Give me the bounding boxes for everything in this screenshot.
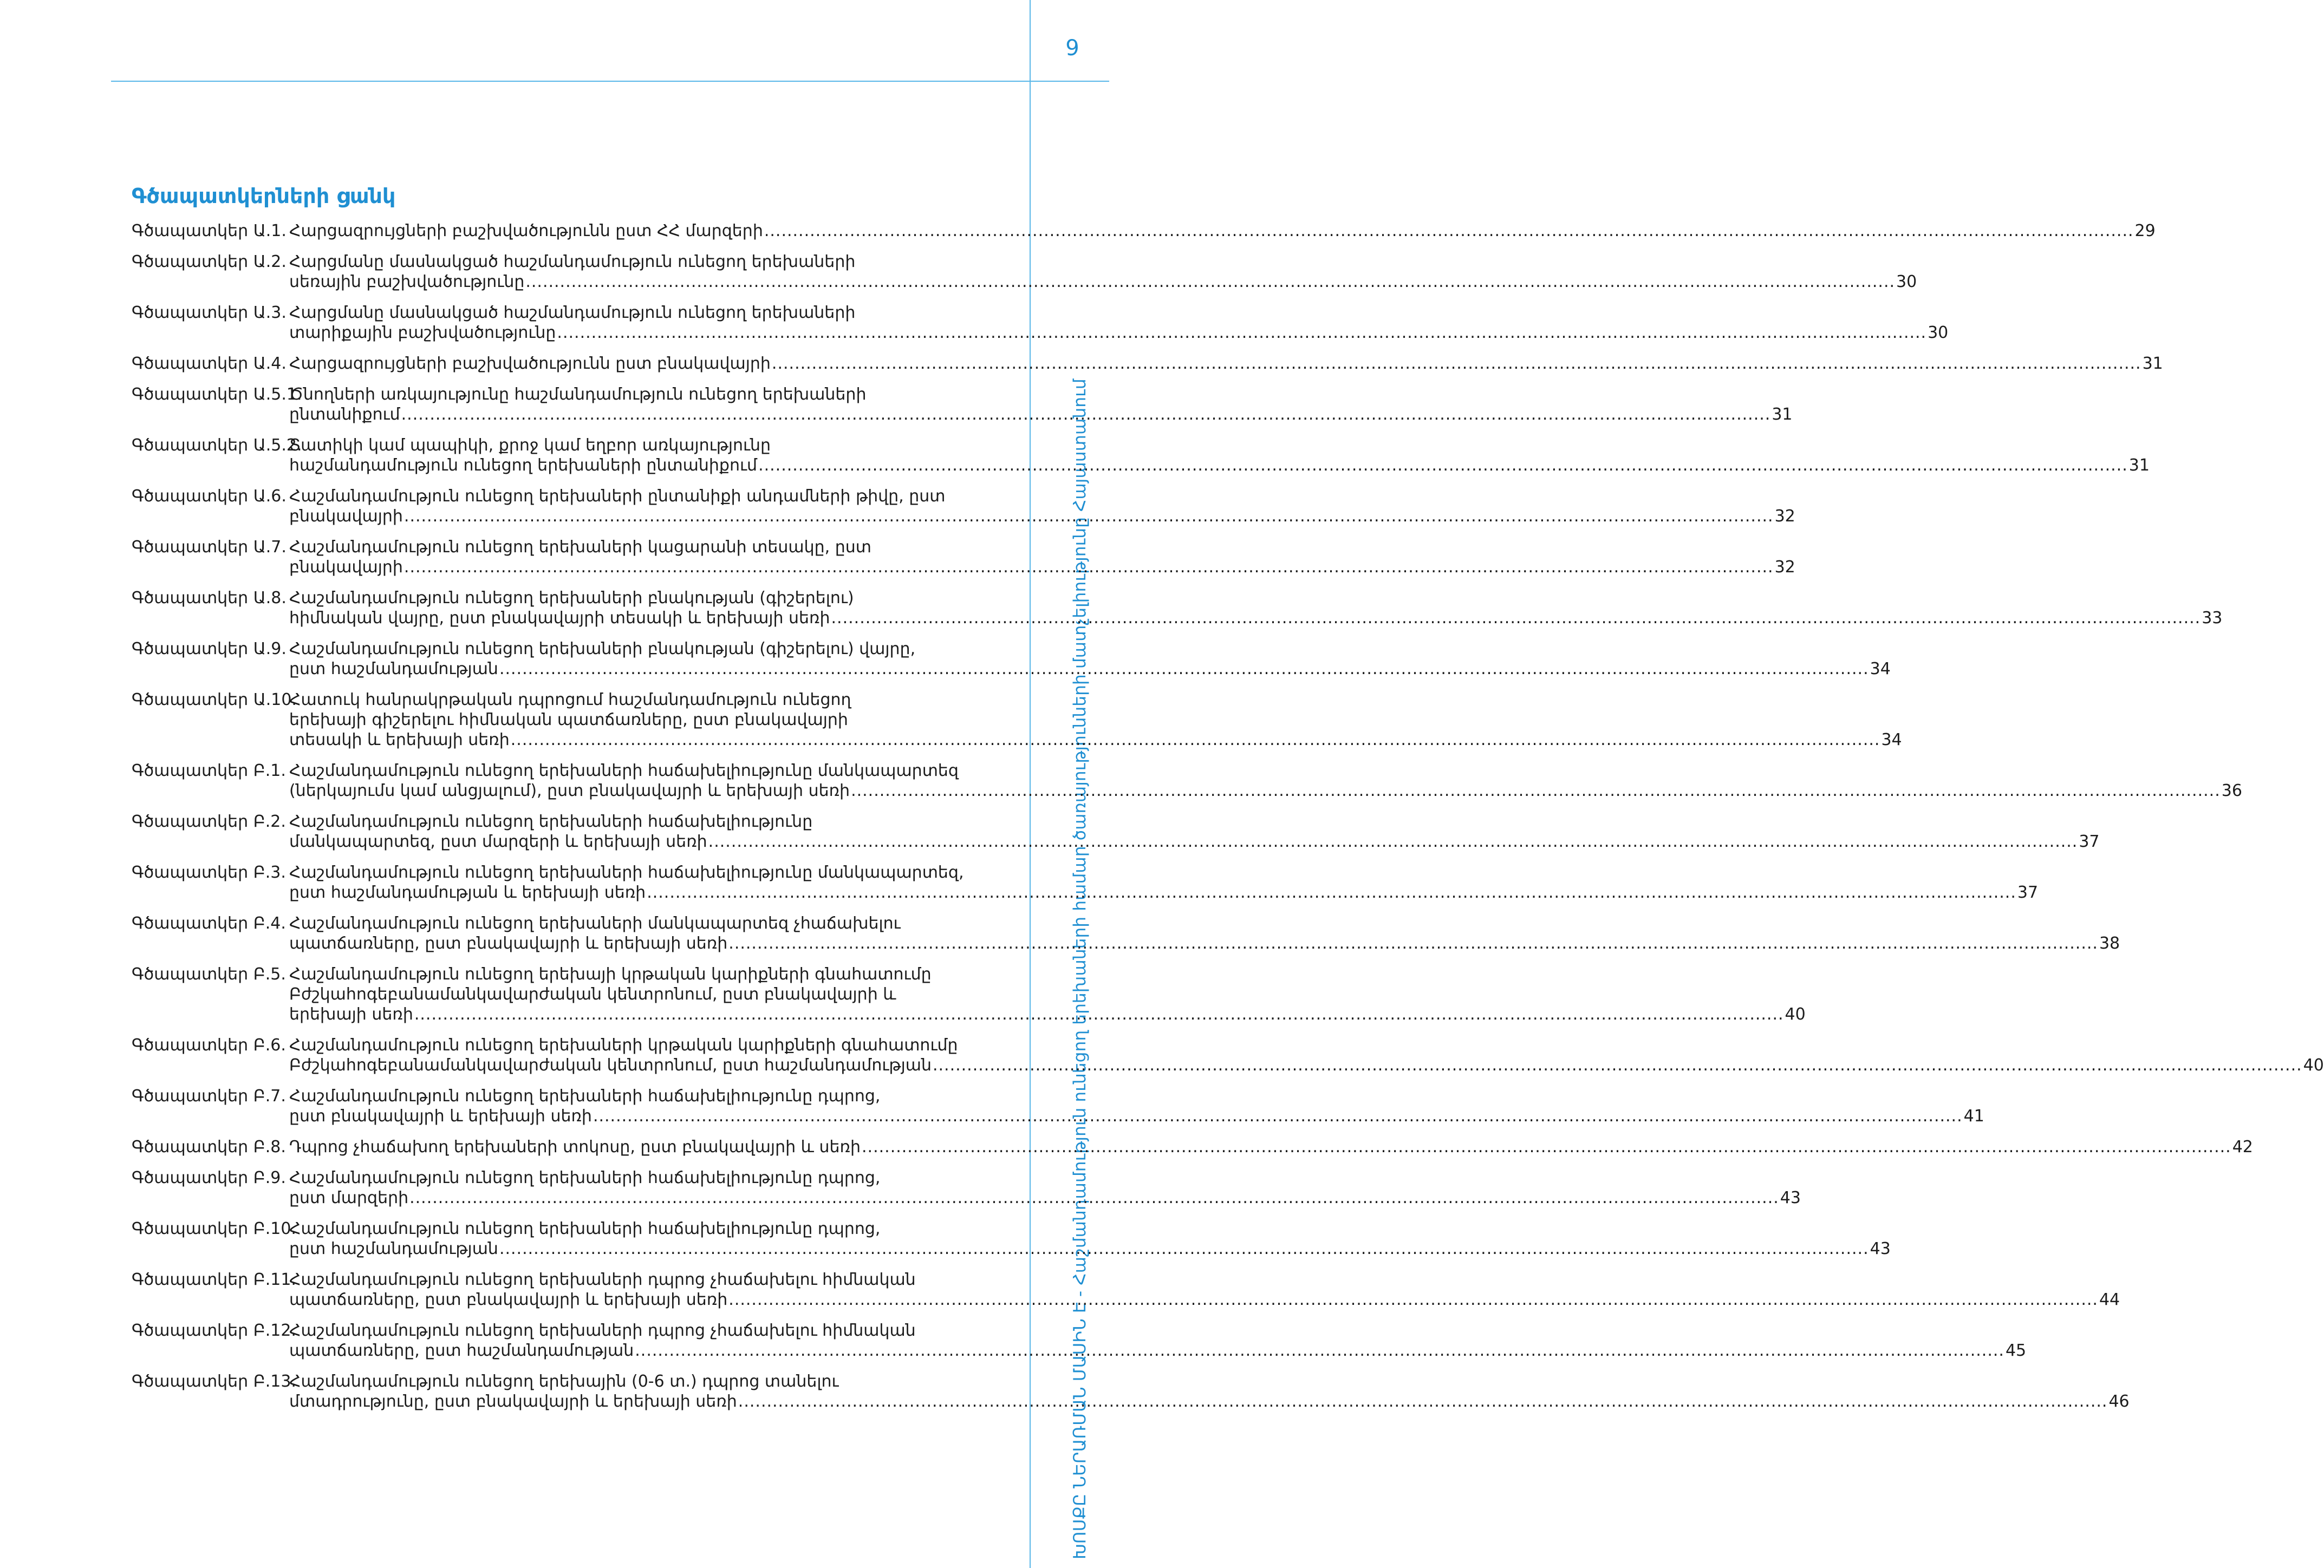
toc-entry-page[interactable]: 37 (2079, 832, 2100, 851)
toc-entry[interactable] (132, 384, 1793, 424)
dot-leader (409, 1188, 1779, 1208)
toc-entry[interactable] (132, 588, 2223, 628)
dot-leader (511, 730, 1880, 750)
toc-entry-description (289, 1168, 1801, 1208)
toc-entry-description (289, 252, 1917, 292)
dot-leader (401, 404, 1771, 424)
toc-entry-line: Ծնողների առկայությունը հաշմանդամություն ունեցող երեխաների (289, 385, 867, 404)
dot-leader (933, 1055, 2302, 1075)
toc-entry-label: Գծապատկեր Ա.3. (132, 303, 287, 322)
toc-entry[interactable] (132, 639, 1891, 679)
toc-entry-line: Հարցազրույցների բաշխվածությունն ըստ ՀՀ մարզերի (289, 221, 763, 240)
toc-entry[interactable] (132, 1270, 2120, 1310)
toc-entry-description (289, 1321, 2026, 1361)
toc-entry-line: ըստ մարզերի (289, 1188, 409, 1207)
toc-entry-description (289, 303, 1948, 343)
toc-entry-label: Գծապատկեր Ա.7. (132, 538, 287, 557)
toc-entry-page[interactable]: 31 (1772, 405, 1793, 424)
toc-entry-page[interactable]: 43 (1780, 1188, 1801, 1207)
toc-entry[interactable] (132, 1035, 2324, 1075)
toc-entry-label: Գծապատկեր Ա.2. (132, 252, 287, 271)
dot-leader (738, 1391, 2108, 1412)
toc-entry-label: Գծապատկեր Ա.6. (132, 487, 287, 506)
toc-entry-description (289, 639, 1891, 679)
dot-leader (708, 832, 2078, 852)
toc-entry[interactable] (132, 1371, 2130, 1412)
toc-entry[interactable] (132, 354, 2163, 374)
toc-entry-page[interactable]: 33 (2202, 609, 2223, 628)
toc-entry-page[interactable]: 31 (2142, 354, 2163, 373)
toc-entry-label: Գծապատկեր Բ.5. (132, 965, 286, 984)
toc-entry-page[interactable]: 29 (2134, 221, 2156, 240)
toc-entry-line: Հաշմանդամություն ունեցող երեխաների հաճախելիությունը (289, 812, 813, 831)
page-number: 9 (1065, 36, 1079, 61)
toc-entry-line: հաշմանդամություն ունեցող երեխաների ընտանիքում (289, 456, 758, 475)
toc-entry-label: Գծապատկեր Բ.9. (132, 1168, 286, 1187)
toc-entry-label: Գծապատկեր Բ.2. (132, 812, 286, 831)
toc-entry-page[interactable]: 37 (2017, 883, 2039, 902)
toc-entry[interactable] (132, 812, 2100, 852)
dot-leader (764, 221, 2134, 241)
toc-entry-page[interactable]: 40 (1785, 1005, 1806, 1024)
toc-entry-description (289, 1137, 2253, 1157)
toc-entry-page[interactable]: 32 (1774, 507, 1795, 526)
toc-entry-description (289, 964, 1806, 1024)
toc-entry[interactable] (132, 1086, 1984, 1126)
toc-entry-description (289, 1086, 1984, 1126)
dot-leader (728, 1290, 2098, 1310)
toc-entry[interactable] (132, 913, 2120, 953)
toc-entry-description (289, 1035, 2324, 1075)
dot-leader (499, 659, 1869, 679)
toc-entry-description (289, 486, 1795, 526)
toc-entry-description (289, 537, 1795, 577)
toc-entry[interactable] (132, 1219, 1891, 1259)
toc-entry-description (289, 690, 1902, 750)
toc-entry-description (289, 863, 2038, 903)
toc-entry-page[interactable]: 41 (1963, 1107, 1984, 1126)
toc-entry-line: ըստ բնակավայրի և երեխայի սեռի (289, 1107, 592, 1126)
toc-entry-line: Հաշմանդամություն ունեցող երեխաների կրթական կարիքների գնահատումը (289, 1036, 958, 1055)
toc-entry-line: ընտանիքում (289, 405, 400, 424)
toc-entry-description (289, 761, 2242, 801)
header-rule (111, 81, 1109, 82)
toc-entry-description (289, 354, 2163, 374)
toc-entry-line: Հաշմանդամություն ունեցող երեխաների ընտանիքի անդամների թիվը, ըստ (289, 487, 946, 506)
toc-entry-line: Հաշմանդամություն ունեցող երեխաների հաճախելիությունը դպրոց, (289, 1219, 881, 1238)
toc-entry-page[interactable]: 30 (1896, 272, 1917, 291)
toc-entry-line: Հաշմանդամություն ունեցող երեխաների հաճախելիությունը դպրոց, (289, 1168, 881, 1187)
dot-leader (647, 883, 2016, 903)
toc-entry-label: Գծապատկեր Ա.1. (132, 221, 287, 240)
toc-entry-line: Բժշկահոգեբանամանկավարժական կենտրոնում, ըստ բնակավայրի և (289, 985, 896, 1004)
toc-entry-line: երեխայի գիշերելու հիմնական պատճառները, ըստ բնակավայրի (289, 710, 848, 729)
toc-entry-page[interactable]: 31 (2128, 456, 2150, 475)
toc-entry-line: մտադրությունը, ըստ բնակավայրի և երեխայի սեռի (289, 1392, 737, 1411)
toc-entry-line: տեսակի և երեխայի սեռի (289, 730, 510, 749)
toc-entry-line: երեխայի սեռի (289, 1005, 413, 1024)
toc-entry-line: ըստ հաշմանդամության (289, 659, 498, 678)
toc-entry-page[interactable]: 43 (1870, 1239, 1891, 1258)
toc-entry-line: Հաշմանդամություն ունեցող երեխայի կրթական կարիքների գնահատումը (289, 965, 932, 984)
toc-entry-line: (ներկայումս կամ անցյալում), ըստ բնակավայրի և երեխայի սեռի (289, 781, 850, 800)
toc-entry-label: Գծապատկեր Ա.5.2. (132, 436, 302, 455)
dot-leader (851, 781, 2221, 801)
toc-entry[interactable] (132, 761, 2242, 801)
toc-entry[interactable] (132, 1168, 1801, 1208)
toc-entry[interactable] (132, 863, 2039, 903)
toc-entry[interactable] (132, 435, 2150, 475)
toc-entry-label: Գծապատկեր Բ.7. (132, 1087, 286, 1106)
toc-entry-line: Հարցմանը մասնակցած հաշմանդամություն ունեցող երեխաների (289, 252, 856, 271)
toc-entry-description (289, 913, 2120, 953)
toc-entry-line: Հաշմանդամություն ունեցող երեխաների հաճախելիությունը մանկապարտեզ (289, 761, 959, 780)
toc-entry-label: Գծապատկեր Ա.10. (132, 690, 297, 709)
dot-leader (557, 323, 1926, 343)
dot-leader (728, 933, 2098, 953)
toc-entry-page[interactable]: 40 (2303, 1056, 2324, 1075)
toc-entry-line: սեռային բաշխվածությունը (289, 272, 525, 291)
toc-entry-page[interactable]: 45 (2005, 1341, 2027, 1360)
toc-entry-label: Գծապատկեր Բ.12. (132, 1321, 296, 1340)
toc-entry[interactable] (132, 537, 1795, 577)
toc-entry-description (289, 384, 1793, 424)
toc-entry-line: Դպրոց չհաճախող երեխաների տոկոսը, ըստ բնակավայրի և սեռի (289, 1138, 861, 1157)
toc-entry[interactable] (132, 1137, 2253, 1157)
dot-leader (758, 455, 2128, 475)
toc-entry-line: Հարցազրույցների բաշխվածությունն ըստ բնակավայրի (289, 354, 771, 373)
toc-entry-description (289, 221, 2156, 241)
toc-entry-line: Հաշմանդամություն ունեցող երեխաների կացարանի տեսակը, ըստ (289, 538, 871, 557)
toc-entry-description (289, 1219, 1891, 1259)
toc-entry-page[interactable]: 36 (2221, 781, 2242, 800)
dot-leader (831, 608, 2201, 628)
toc-entry-line: Հաշմանդամություն ունեցող երեխաների դպրոց չհաճախելու հիմնական (289, 1270, 916, 1289)
toc-entry-line: բնակավայրի (289, 507, 403, 526)
toc-entry-page[interactable]: 46 (2108, 1392, 2130, 1411)
toc-entry-description (289, 812, 2100, 852)
toc-entry-line: Հաշմանդամություն ունեցող երեխային (0-6 տ.) դպրոց տանելու (289, 1372, 839, 1391)
toc-entry-label: Գծապատկեր Ա.9. (132, 639, 287, 658)
toc-entry-line: Հարցմանը մասնակցած հաշմանդամություն ունեցող երեխաների (289, 303, 856, 322)
toc-entry-line: տարիքային բաշխվածությունը (289, 323, 556, 342)
toc-entry-label: Գծապատկեր Ա.8. (132, 589, 287, 607)
toc-entry[interactable] (132, 252, 1917, 292)
toc-entry[interactable] (132, 690, 1902, 750)
toc-entry-line: Հաշմանդամություն ունեցող երեխաների բնակության (գիշերելու) (289, 589, 854, 607)
running-head: ԽՈՍՔԸ ՆԵՐԱՌՄԱՆ ՄԱՍԻՆ Է - Հաշմանդամություն ունեցող երեխաների համար ծառայությունների մատչելիությունը Հայաստանում (1070, 378, 1090, 1559)
dot-leader (862, 1137, 2231, 1157)
toc-entry-line: պատճառները, ըստ բնակավայրի և երեխայի սեռի (289, 934, 728, 953)
toc-entry[interactable] (132, 964, 1806, 1024)
toc-entry-line: մանկապարտեզ, ըստ մարզերի և երեխայի սեռի (289, 832, 707, 851)
toc-entry-label: Գծապատկեր Բ.10. (132, 1219, 296, 1238)
toc-entry-page[interactable]: 30 (1928, 323, 1949, 342)
dot-leader (772, 354, 2141, 374)
toc-entry-description (289, 588, 2222, 628)
toc-entry-line: Հաշմանդամություն ունեցող երեխաների մանկապարտեզ չհաճախելու (289, 914, 901, 933)
toc-entry-line: Հաշմանդամություն ունեցող երեխաների հաճախելիությունը դպրոց, (289, 1087, 881, 1106)
toc-entry-page[interactable]: 34 (1870, 659, 1891, 678)
toc-entry-line: պատճառները, ըստ հաշմանդամության (289, 1341, 634, 1360)
toc-entry-label: Գծապատկեր Ա.5.1. (132, 385, 302, 404)
toc-entry-description (289, 1270, 2120, 1310)
toc-entry-label: Գծապատկեր Բ.13. (132, 1372, 296, 1391)
toc-entry-line: ըստ հաշմանդամության (289, 1239, 498, 1258)
dot-leader (635, 1341, 2004, 1361)
toc-entry-description (289, 435, 2150, 475)
toc-entry-line: հիմնական վայրը, ըստ բնակավայրի տեսակի և երեխայի սեռի (289, 609, 830, 628)
toc-entry-line: բնակավայրի (289, 558, 403, 577)
toc-entry-label: Գծապատկեր Բ.6. (132, 1036, 286, 1055)
dot-leader (593, 1106, 1963, 1126)
toc-entry-page[interactable]: 34 (1881, 730, 1902, 749)
toc-entry-page[interactable]: 32 (1774, 558, 1795, 577)
toc-entry-label: Գծապատկեր Ա.4. (132, 354, 287, 373)
toc-entry-line: Հատուկ հանրակրթական դպրոցում հաշմանդամություն ունեցող (289, 690, 851, 709)
toc-entry-label: Գծապատկեր Բ.3. (132, 863, 286, 882)
toc-entry-page[interactable]: 44 (2099, 1290, 2120, 1309)
toc-entry[interactable] (132, 486, 1795, 526)
toc-entry-page[interactable]: 38 (2099, 934, 2120, 953)
toc-entry-description (289, 1371, 2130, 1412)
toc-entry-line: Հաշմանդամություն ունեցող երեխաների դպրոց չհաճախելու հիմնական (289, 1321, 916, 1340)
toc-entry[interactable] (132, 1321, 2027, 1361)
toc-entry-line: Հաշմանդամություն ունեցող երեխաների հաճախելիությունը մանկապարտեզ, (289, 863, 964, 882)
toc-entry-line: Հաշմանդամություն ունեցող երեխաների բնակության (գիշերելու) վայրը, (289, 639, 916, 658)
toc-entry-label: Գծապատկեր Բ.8. (132, 1138, 286, 1157)
dot-leader (404, 506, 1774, 526)
toc-entry-label: Գծապատկեր Բ.4. (132, 914, 286, 933)
dot-leader (404, 557, 1774, 577)
toc-entry[interactable] (132, 221, 2156, 241)
dot-leader (525, 272, 1895, 292)
toc-entry-label: Գծապատկեր Բ.11. (132, 1270, 296, 1289)
dot-leader (414, 1004, 1784, 1024)
toc-title: Գծապատկերների ցանկ (132, 184, 396, 208)
toc-entry[interactable] (132, 303, 1949, 343)
toc-entry-line: Տատիկի կամ պապիկի, քրոջ կամ եղբոր առկայությունը (289, 436, 771, 455)
toc-entry-page[interactable]: 42 (2232, 1138, 2253, 1157)
toc-entry-line: Բժշկահոգեբանամանկավարժական կենտրոնում, ըստ հաշմանդամության (289, 1056, 932, 1075)
toc-entry-line: պատճառները, ըստ բնակավայրի և երեխայի սեռի (289, 1290, 728, 1309)
toc-entry-line: ըստ հաշմանդամության և երեխայի սեռի (289, 883, 646, 902)
dot-leader (499, 1239, 1869, 1259)
toc-entry-label: Գծապատկեր Բ.1. (132, 761, 286, 780)
